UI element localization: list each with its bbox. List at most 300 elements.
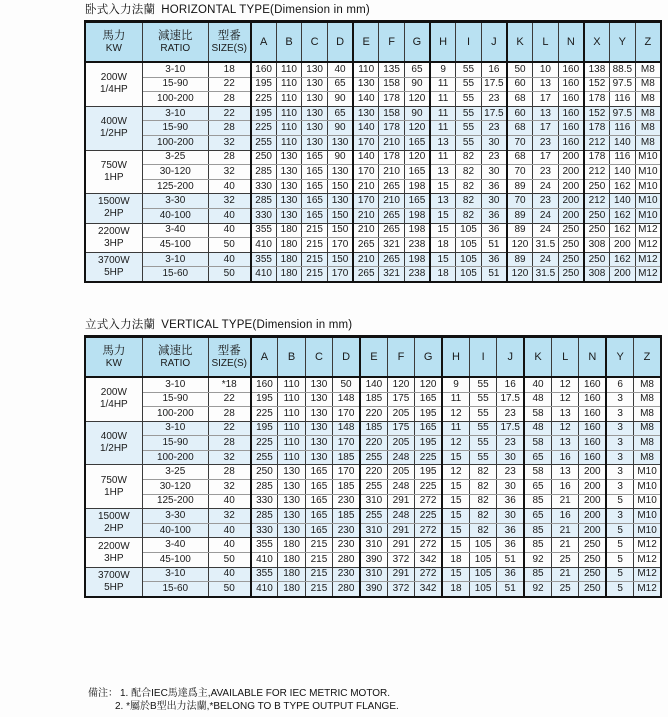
dim-cell: 90 — [404, 77, 430, 92]
dim-cell: 255 — [251, 450, 278, 465]
ratio-cell: 3-10 — [142, 567, 208, 582]
power-hp: 1/2HP — [99, 128, 128, 140]
dim-cell: 265 — [379, 208, 405, 223]
dim-cell: 15 — [442, 450, 469, 465]
dim-cell: 12 — [442, 436, 469, 451]
dim-cell: 200 — [579, 494, 606, 509]
dim-cell: 58 — [524, 465, 551, 480]
dim-cell: 13 — [552, 465, 579, 480]
dim-cell: 248 — [387, 509, 414, 524]
dim-cell: 105 — [469, 567, 496, 582]
col-header-en: KW — [105, 357, 122, 369]
dim-cell: 162 — [610, 179, 636, 194]
dim-cell: 55 — [469, 377, 496, 392]
dim-cell: 330 — [251, 494, 278, 509]
power-cell — [85, 62, 142, 106]
dim-cell: 68 — [507, 121, 533, 136]
dim-cell: 165 — [305, 509, 332, 524]
dim-cell: 220 — [360, 436, 387, 451]
dim-cell: 85 — [524, 523, 551, 538]
col-header-en: KW — [105, 43, 122, 54]
dim-cell: 68 — [507, 92, 533, 107]
dim-cell: 195 — [415, 436, 442, 451]
dim-cell: 150 — [327, 252, 353, 267]
dim-cell: 36 — [481, 208, 507, 223]
dim-cell: 110 — [276, 77, 302, 92]
dim-cell: 200 — [610, 238, 636, 253]
dim-cell: 130 — [302, 106, 328, 121]
dim-cell: 160 — [579, 407, 606, 422]
table-row — [85, 106, 661, 121]
dim-cell: 215 — [302, 223, 328, 238]
dim-cell: 140 — [353, 150, 379, 165]
col-header-dim: F — [379, 22, 405, 63]
dim-cell: 165 — [302, 194, 328, 209]
ratio-cell: 30-120 — [142, 165, 208, 180]
table-row — [85, 252, 661, 267]
dim-cell: 13 — [430, 165, 456, 180]
dim-cell: 110 — [276, 92, 302, 107]
col-header-en: SIZE(S) — [211, 43, 247, 54]
dim-cell: 210 — [353, 179, 379, 194]
dim-cell: 120 — [507, 238, 533, 253]
dim-cell: 130 — [302, 121, 328, 136]
dim-cell: 195 — [251, 421, 278, 436]
table-row — [85, 567, 661, 582]
dim-cell: 225 — [415, 480, 442, 495]
dim-cell: 24 — [533, 179, 559, 194]
dim-cell: 140 — [360, 377, 387, 392]
col-header — [142, 22, 208, 63]
col-header-en: SIZE(S) — [211, 357, 247, 369]
dim-cell: 13 — [533, 77, 559, 92]
col-header — [85, 22, 142, 63]
size-cell: 28 — [208, 465, 250, 480]
dim-cell: 90 — [327, 92, 353, 107]
power-cell — [85, 421, 142, 465]
ratio-cell: 15-90 — [142, 77, 208, 92]
table-row — [85, 421, 661, 436]
dim-cell: 65 — [524, 450, 551, 465]
ratio-cell: 3-10 — [142, 62, 208, 77]
dim-cell: 55 — [456, 121, 482, 136]
col-header-dim: F — [387, 336, 414, 377]
ratio-cell: 3-40 — [142, 538, 208, 553]
dim-cell: 178 — [379, 92, 405, 107]
dim-cell: 105 — [469, 538, 496, 553]
dim-cell: 13 — [430, 135, 456, 150]
dim-cell: 36 — [481, 223, 507, 238]
dim-cell: 250 — [579, 538, 606, 553]
dim-cell: 48 — [524, 392, 551, 407]
vertical-type-table-title — [85, 317, 662, 333]
col-header-dim: X — [584, 22, 610, 63]
col-header-en: RATIO — [160, 43, 191, 54]
dim-cell: 215 — [305, 567, 332, 582]
section-gap — [84, 283, 662, 317]
dim-cell: 9 — [442, 377, 469, 392]
dim-cell: 180 — [276, 238, 302, 253]
dim-cell: M8 — [634, 450, 661, 465]
dim-cell: 308 — [584, 238, 610, 253]
dim-cell: 55 — [456, 77, 482, 92]
size-cell: 50 — [208, 582, 250, 597]
dim-cell: 165 — [404, 194, 430, 209]
dim-cell: 23 — [497, 436, 524, 451]
dim-cell: 200 — [579, 465, 606, 480]
dim-cell: 17 — [533, 121, 559, 136]
dim-cell: 165 — [415, 421, 442, 436]
size-cell: 22 — [208, 77, 250, 92]
dim-cell: 162 — [610, 223, 636, 238]
power-hp: 2HP — [104, 208, 124, 220]
dim-cell: M12 — [634, 567, 661, 582]
dim-cell: 55 — [456, 135, 482, 150]
dim-cell: 390 — [360, 553, 387, 568]
dim-cell: 18 — [442, 582, 469, 597]
size-cell: *18 — [208, 377, 250, 392]
size-cell: 28 — [208, 436, 250, 451]
ratio-cell: 125-200 — [142, 179, 208, 194]
dim-cell: 165 — [404, 165, 430, 180]
dim-cell: 175 — [387, 392, 414, 407]
dim-cell: 390 — [360, 582, 387, 597]
dim-cell: M8 — [634, 377, 661, 392]
ratio-cell: 3-40 — [142, 223, 208, 238]
table-row — [85, 92, 661, 107]
dim-cell: 250 — [558, 267, 584, 282]
dim-cell: 68 — [507, 150, 533, 165]
dim-cell: 65 — [327, 77, 353, 92]
table-title-zh: 卧式入力法蘭 — [85, 4, 156, 16]
size-cell: 40 — [208, 252, 250, 267]
dim-cell: M8 — [634, 407, 661, 422]
dim-cell: 140 — [353, 92, 379, 107]
dim-cell: 250 — [584, 179, 610, 194]
dim-cell: 250 — [584, 252, 610, 267]
table-row — [85, 194, 661, 209]
col-header-dim: L — [533, 22, 559, 63]
col-header-dim: B — [276, 22, 302, 63]
power-cell — [85, 567, 142, 597]
dim-cell: 11 — [430, 150, 456, 165]
dim-cell: 15 — [442, 509, 469, 524]
dim-cell: 90 — [404, 106, 430, 121]
dim-cell: 23 — [533, 135, 559, 150]
col-header-dim: A — [251, 22, 277, 63]
col-header-dim: G — [404, 22, 430, 63]
dim-cell: 210 — [353, 223, 379, 238]
ratio-cell: 3-10 — [142, 377, 208, 392]
col-header-dim: C — [302, 22, 328, 63]
dim-cell: 160 — [579, 436, 606, 451]
power-watts: 400W — [100, 116, 127, 128]
dim-cell: 17.5 — [497, 392, 524, 407]
dim-cell: 30 — [497, 450, 524, 465]
dim-cell: 105 — [469, 582, 496, 597]
dim-cell: 255 — [251, 135, 277, 150]
dim-cell: 65 — [524, 509, 551, 524]
col-header-zh: 型番 — [217, 30, 241, 42]
dim-cell: 58 — [524, 436, 551, 451]
dim-cell: 152 — [584, 106, 610, 121]
dim-cell: 355 — [251, 252, 277, 267]
size-cell: 32 — [208, 194, 250, 209]
ratio-cell: 3-30 — [142, 194, 208, 209]
power-watts: 400W — [100, 431, 127, 443]
dim-cell: 105 — [469, 553, 496, 568]
dim-cell: 3 — [606, 407, 633, 422]
power-cell — [85, 223, 142, 252]
dim-cell: 30 — [481, 135, 507, 150]
dim-cell: 310 — [360, 538, 387, 553]
dim-cell: 92 — [524, 582, 551, 597]
power-watts: 1500W — [98, 511, 130, 523]
dim-cell: 210 — [379, 135, 405, 150]
dim-cell: 165 — [305, 465, 332, 480]
dim-cell: 410 — [251, 582, 278, 597]
dim-cell: 30 — [497, 480, 524, 495]
power-cell — [85, 106, 142, 150]
horizontal-type-table — [84, 20, 662, 283]
dim-cell: 291 — [387, 567, 414, 582]
dim-cell: 3 — [606, 509, 633, 524]
dim-cell: 160 — [558, 62, 584, 77]
dim-cell: 10 — [533, 62, 559, 77]
dim-cell: 250 — [584, 223, 610, 238]
dim-cell: 205 — [387, 436, 414, 451]
ratio-cell: 100-200 — [142, 135, 208, 150]
ratio-cell: 15-60 — [142, 267, 208, 282]
dim-cell: 212 — [584, 135, 610, 150]
table-row — [85, 77, 661, 92]
power-cell — [85, 194, 142, 223]
table-row — [85, 208, 661, 223]
dim-cell: 200 — [558, 179, 584, 194]
col-header-zh: 減速比 — [158, 30, 193, 42]
dim-cell: 110 — [278, 436, 305, 451]
ratio-cell: 3-10 — [142, 421, 208, 436]
dim-cell: 220 — [360, 465, 387, 480]
dim-cell: 50 — [507, 62, 533, 77]
dim-cell: 140 — [610, 194, 636, 209]
dim-cell: M10 — [635, 208, 661, 223]
dim-cell: 120 — [404, 121, 430, 136]
dim-cell: 170 — [353, 135, 379, 150]
col-header-dim: E — [353, 22, 379, 63]
dim-cell: 50 — [333, 377, 360, 392]
dim-cell: 110 — [278, 421, 305, 436]
dim-cell: 25 — [552, 582, 579, 597]
table-row — [85, 523, 661, 538]
dim-cell: 130 — [327, 194, 353, 209]
ratio-cell: 15-90 — [142, 392, 208, 407]
dim-cell: 285 — [251, 509, 278, 524]
dim-cell: 210 — [379, 194, 405, 209]
dim-cell: 291 — [387, 523, 414, 538]
dim-cell: 130 — [305, 377, 332, 392]
dim-cell: 205 — [387, 407, 414, 422]
dim-cell: 70 — [507, 135, 533, 150]
col-header-dim: H — [442, 336, 469, 377]
dim-cell: 30 — [481, 165, 507, 180]
dim-cell: 330 — [251, 179, 277, 194]
dim-cell: 130 — [276, 208, 302, 223]
table-row — [85, 407, 661, 422]
dim-cell: 330 — [251, 523, 278, 538]
dim-cell: 291 — [387, 538, 414, 553]
size-cell: 50 — [208, 238, 250, 253]
power-cell — [85, 252, 142, 282]
dim-cell: 265 — [379, 223, 405, 238]
dim-cell: 82 — [469, 480, 496, 495]
dim-cell: 17 — [533, 150, 559, 165]
dim-cell: 110 — [276, 121, 302, 136]
dim-cell: 285 — [251, 194, 277, 209]
dim-cell: M10 — [635, 165, 661, 180]
ratio-cell: 100-200 — [142, 407, 208, 422]
dim-cell: 250 — [558, 252, 584, 267]
col-header-dim: A — [251, 336, 278, 377]
dim-cell: 150 — [327, 179, 353, 194]
dim-cell: 170 — [353, 165, 379, 180]
col-header-dim: G — [415, 336, 442, 377]
dim-cell: 210 — [353, 208, 379, 223]
dim-cell: 11 — [430, 121, 456, 136]
ratio-cell: 3-25 — [142, 150, 208, 165]
dim-cell: 310 — [360, 567, 387, 582]
dim-cell: 13 — [430, 194, 456, 209]
dim-cell: 110 — [276, 106, 302, 121]
dim-cell: 11 — [430, 77, 456, 92]
table-row — [85, 392, 661, 407]
dim-cell: 82 — [456, 165, 482, 180]
power-watts: 2200W — [98, 225, 130, 237]
table-row — [85, 553, 661, 568]
dim-cell: M8 — [634, 421, 661, 436]
dim-cell: 140 — [610, 165, 636, 180]
col-header-dim: E — [360, 336, 387, 377]
dim-cell: 17.5 — [497, 421, 524, 436]
dim-cell: 165 — [302, 150, 328, 165]
dim-cell: 17.5 — [481, 77, 507, 92]
dim-cell: 215 — [305, 538, 332, 553]
dim-cell: 11 — [430, 92, 456, 107]
dim-cell: 82 — [469, 465, 496, 480]
dim-cell: 200 — [558, 194, 584, 209]
dim-cell: 17.5 — [481, 106, 507, 121]
dim-cell: 185 — [360, 392, 387, 407]
dim-cell: 130 — [276, 165, 302, 180]
col-header-dim: I — [469, 336, 496, 377]
dim-cell: 5 — [606, 582, 633, 597]
dim-cell: 92 — [524, 553, 551, 568]
dim-cell: 255 — [360, 480, 387, 495]
dim-cell: 55 — [469, 436, 496, 451]
power-hp: 3HP — [104, 237, 124, 249]
col-header-zh: 馬力 — [102, 30, 126, 42]
dim-cell: 195 — [251, 77, 277, 92]
dim-cell: 185 — [333, 480, 360, 495]
dim-cell: 248 — [387, 480, 414, 495]
dim-cell: 130 — [276, 194, 302, 209]
table-row — [85, 450, 661, 465]
dim-cell: 116 — [610, 92, 636, 107]
power-watts: 3700W — [98, 569, 130, 581]
tables-area — [84, 2, 662, 598]
dim-cell: 160 — [579, 421, 606, 436]
dim-cell: 18 — [442, 553, 469, 568]
dim-cell: M12 — [634, 553, 661, 568]
dim-cell: 18 — [430, 238, 456, 253]
power-cell — [85, 465, 142, 509]
dim-cell: 180 — [276, 267, 302, 282]
col-header-dim: J — [481, 22, 507, 63]
dim-cell: 170 — [353, 194, 379, 209]
dim-cell: M8 — [635, 135, 661, 150]
dim-cell: 97.5 — [610, 106, 636, 121]
dim-cell: 310 — [360, 523, 387, 538]
dim-cell: 110 — [278, 377, 305, 392]
dim-cell: 116 — [610, 150, 636, 165]
dim-cell: 140 — [353, 121, 379, 136]
dim-cell: 225 — [251, 436, 278, 451]
dim-cell: 36 — [497, 494, 524, 509]
dim-cell: 198 — [404, 179, 430, 194]
dim-cell: 265 — [379, 252, 405, 267]
dim-cell: 130 — [305, 450, 332, 465]
dim-cell: 15 — [442, 480, 469, 495]
dim-cell: 212 — [584, 194, 610, 209]
dim-cell: M10 — [635, 194, 661, 209]
dim-cell: 180 — [276, 252, 302, 267]
dim-cell: 55 — [456, 106, 482, 121]
dim-cell: 40 — [524, 377, 551, 392]
dim-cell: 372 — [387, 553, 414, 568]
size-cell: 32 — [208, 480, 250, 495]
dim-cell: 138 — [584, 62, 610, 77]
dim-cell: 82 — [469, 523, 496, 538]
dim-cell: 205 — [387, 465, 414, 480]
dim-cell: 180 — [278, 538, 305, 553]
size-cell: 22 — [208, 421, 250, 436]
dim-cell: 225 — [251, 121, 277, 136]
dim-cell: 272 — [415, 494, 442, 509]
size-cell: 22 — [208, 106, 250, 121]
table-row — [85, 62, 661, 77]
power-hp: 1/4HP — [99, 399, 128, 411]
dim-cell: 285 — [251, 480, 278, 495]
power-hp: 3HP — [104, 552, 124, 564]
dim-cell: 23 — [481, 150, 507, 165]
dim-cell: 165 — [415, 392, 442, 407]
table-row — [85, 465, 661, 480]
dim-cell: 215 — [305, 582, 332, 597]
table-row — [85, 135, 661, 150]
ratio-cell: 3-25 — [142, 465, 208, 480]
dim-cell: 90 — [327, 150, 353, 165]
dim-cell: 30 — [481, 194, 507, 209]
dim-cell: 13 — [552, 407, 579, 422]
dim-cell: 225 — [415, 509, 442, 524]
dim-cell: 165 — [302, 165, 328, 180]
power-cell — [85, 509, 142, 538]
dim-cell: 6 — [606, 377, 633, 392]
dim-cell: 110 — [276, 135, 302, 150]
dim-cell: M12 — [635, 223, 661, 238]
dim-cell: 342 — [415, 553, 442, 568]
dim-cell: 160 — [579, 392, 606, 407]
